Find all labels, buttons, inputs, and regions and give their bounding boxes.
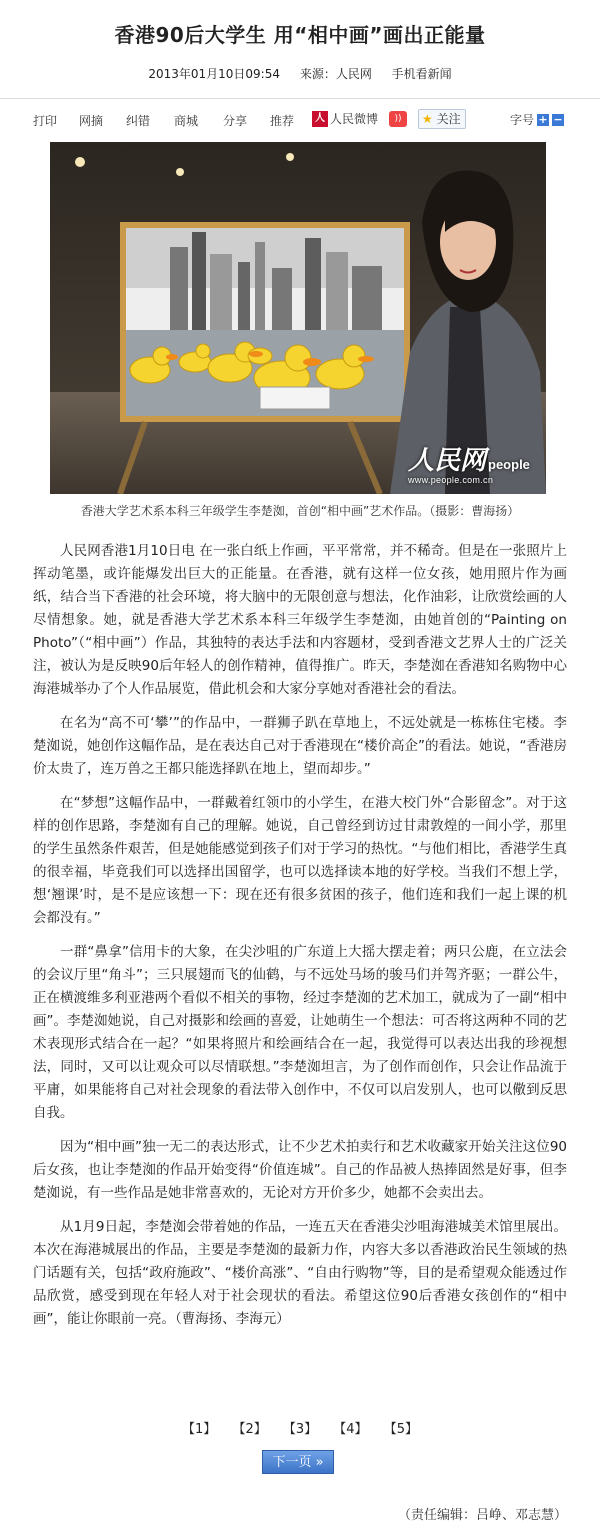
share-link[interactable]: 分享 [223, 114, 248, 128]
page-link-2[interactable]: 【2】 [232, 1422, 267, 1437]
paragraph: 因为“相中画”独一无二的表达形式，让不少艺术拍卖行和艺术收藏家开始关注这位90后女孩，也让李楚洳的作品开始变得“价值连城”。自己的作品被人热捧固然是好事，但李楚洳说，有一些作品是她非常喜欢的，无论对方开价多少，她都不会卖出去。 [33, 1139, 567, 1201]
pagination [0, 1418, 600, 1437]
article-meta [0, 65, 600, 85]
photo-caption: 香港大学艺术系本科三年级学生李楚洳，首创“相中画”艺术作品。（摄影：曹海扬） [80, 504, 520, 518]
weibo-logo-icon: 人 [312, 111, 328, 127]
source-label: 来源：人民网 [299, 67, 372, 81]
watermark-url: www.people.com.cn [408, 475, 494, 485]
paragraph: 在“梦想”这幅作品中，一群戴着红领巾的小学生，在港大校门外“合影留念”。对于这样的创作思路，李楚洳有自己的理解。她说，自己曾经到访过甘肃敦煌的一间小学，那里的学生虽然条件艰苦，但是她能感觉到孩子们对于学习的热忱。“与他们相比，香港学生真的很幸福，毕竟我们可以选择出国留学，也可以选择读本地的好学校。当我们不想上学，想‘翘课’时，是不是应该想一下：现在还有很多贫困的孩子，他们连和我们一起上课的机会都没有。” [33, 795, 567, 926]
page-link-5[interactable]: 【5】 [383, 1422, 418, 1437]
font-decrease-button[interactable]: − [553, 112, 563, 126]
weibo-label: 人民微博 [330, 112, 379, 126]
print-link[interactable]: 打印 [33, 114, 58, 128]
article-photo [50, 142, 546, 494]
page-link-1[interactable]: 【1】 [182, 1422, 217, 1437]
excerpt-link[interactable]: 网摘 [79, 114, 104, 128]
paragraph: 一群“鼻拿”信用卡的大象，在尖沙咀的广东道上大摇大摆走着；两只公鹿，在立法会的会议厅里“角斗”；三只展翅而飞的仙鹤，与不远处马场的骏马们并驾齐驱；一群公牛，正在横渡维多利亚港两个看似不相关的事物，经过李楚洳的艺术加工，就成为了一副“相中画”。李楚洳她说，自己对摄影和绘画的喜爱，让她萌生一个想法：可否将这两种不同的艺术表现形式结合在一起？“如果将照片和绘画结合在一起，我觉得可以表达出我的珍视想法，同时，又可以让观众可以尽情联想。”李楚洳坦言，为了创作而创作，只会让作品流于平庸，如果能将自己对社会现象的看法带入创作中，不仅可以启发别人，也可以儆到反思自我。 [33, 944, 567, 1121]
star-icon: ★ [422, 112, 433, 126]
divider [0, 98, 600, 99]
follow-button[interactable] [418, 109, 466, 129]
follow-label: 关注 [436, 112, 461, 126]
watermark-brand: 人民网 [408, 446, 487, 476]
publish-datetime: 2013年01月10日09:54 [148, 67, 280, 81]
mall-link[interactable]: 商城 [174, 114, 199, 128]
page-link-4[interactable]: 【4】 [333, 1422, 368, 1437]
font-increase-button[interactable]: + [538, 112, 548, 126]
photo-watermark [408, 440, 542, 485]
font-size-control [510, 111, 564, 128]
recommend-link[interactable]: 推荐 [270, 114, 295, 128]
article-body [33, 540, 567, 1342]
article-title: 香港90后大学生 用“相中画”画出正能量 [114, 23, 486, 47]
article-toolbar [0, 108, 600, 132]
watermark-people: people [488, 457, 530, 472]
paragraph: 在名为“高不可‘攀’”的作品中，一群狮子趴在草地上，不远处就是一栋栋住宅楼。李楚洳说，她创作这幅作品，是在表达自己对于香港现在“楼价高企”的看法。她说，“香港房价太贵了，连万兽之王都只能选择趴在地上，望而却步。” [33, 715, 567, 777]
next-page-button[interactable]: 下一页 » [262, 1450, 334, 1474]
mobile-news-link[interactable]: 手机看新闻 [391, 67, 452, 81]
font-size-label: 字号 [510, 113, 535, 127]
correct-link[interactable]: 纠错 [126, 114, 151, 128]
rss-icon[interactable]: )) [389, 111, 407, 127]
responsible-editor: （责任编辑：吕峥、邓志慧） [397, 1508, 567, 1523]
paragraph: 从1月9日起，李楚洳会带着她的作品，一连五天在香港尖沙咀海港城美术馆里展出。本次在海港城展出的作品，主要是李楚洳的最新力作，内容大多以香港政治民生领域的热门话题有关，包括“政府施政”、“楼价高涨”、“自由行购物”等，目的是希望观众能透过作品欣赏，感受到现在年轻人对于社会现状的看法。希望这位90后香港女孩创作的“相中画”，能让你眼前一亮。（曹海扬、李海元） [33, 1219, 567, 1327]
page-link-3[interactable]: 【3】 [282, 1422, 318, 1437]
weibo-link[interactable] [312, 110, 378, 127]
paragraph: 人民网香港1月10日电 在一张白纸上作画，平平常常，并不稀奇。但是在一张照片上挥动笔墨，或许能爆发出巨大的正能量。在香港，就有这样一位女孩，她用照片作为画纸，结合当下香港的社会环境，将大脑中的无限创意与想法，化作油彩，让欣赏绘画的人尽情想象。她，就是香港大学艺术系本科三年级学生李楚洳，由她首创的“Painting on Photo”（“相中画”）作品，其独特的表达手法和内容题材，受到香港文艺界人士的广泛关注，被认为是反映90后年轻人的创作精神，值得推广。昨天，李楚洳在香港知名购物中心海港城举办了个人作品展览，借此机会和大家分享她对香港社会的看法。 [33, 543, 567, 697]
